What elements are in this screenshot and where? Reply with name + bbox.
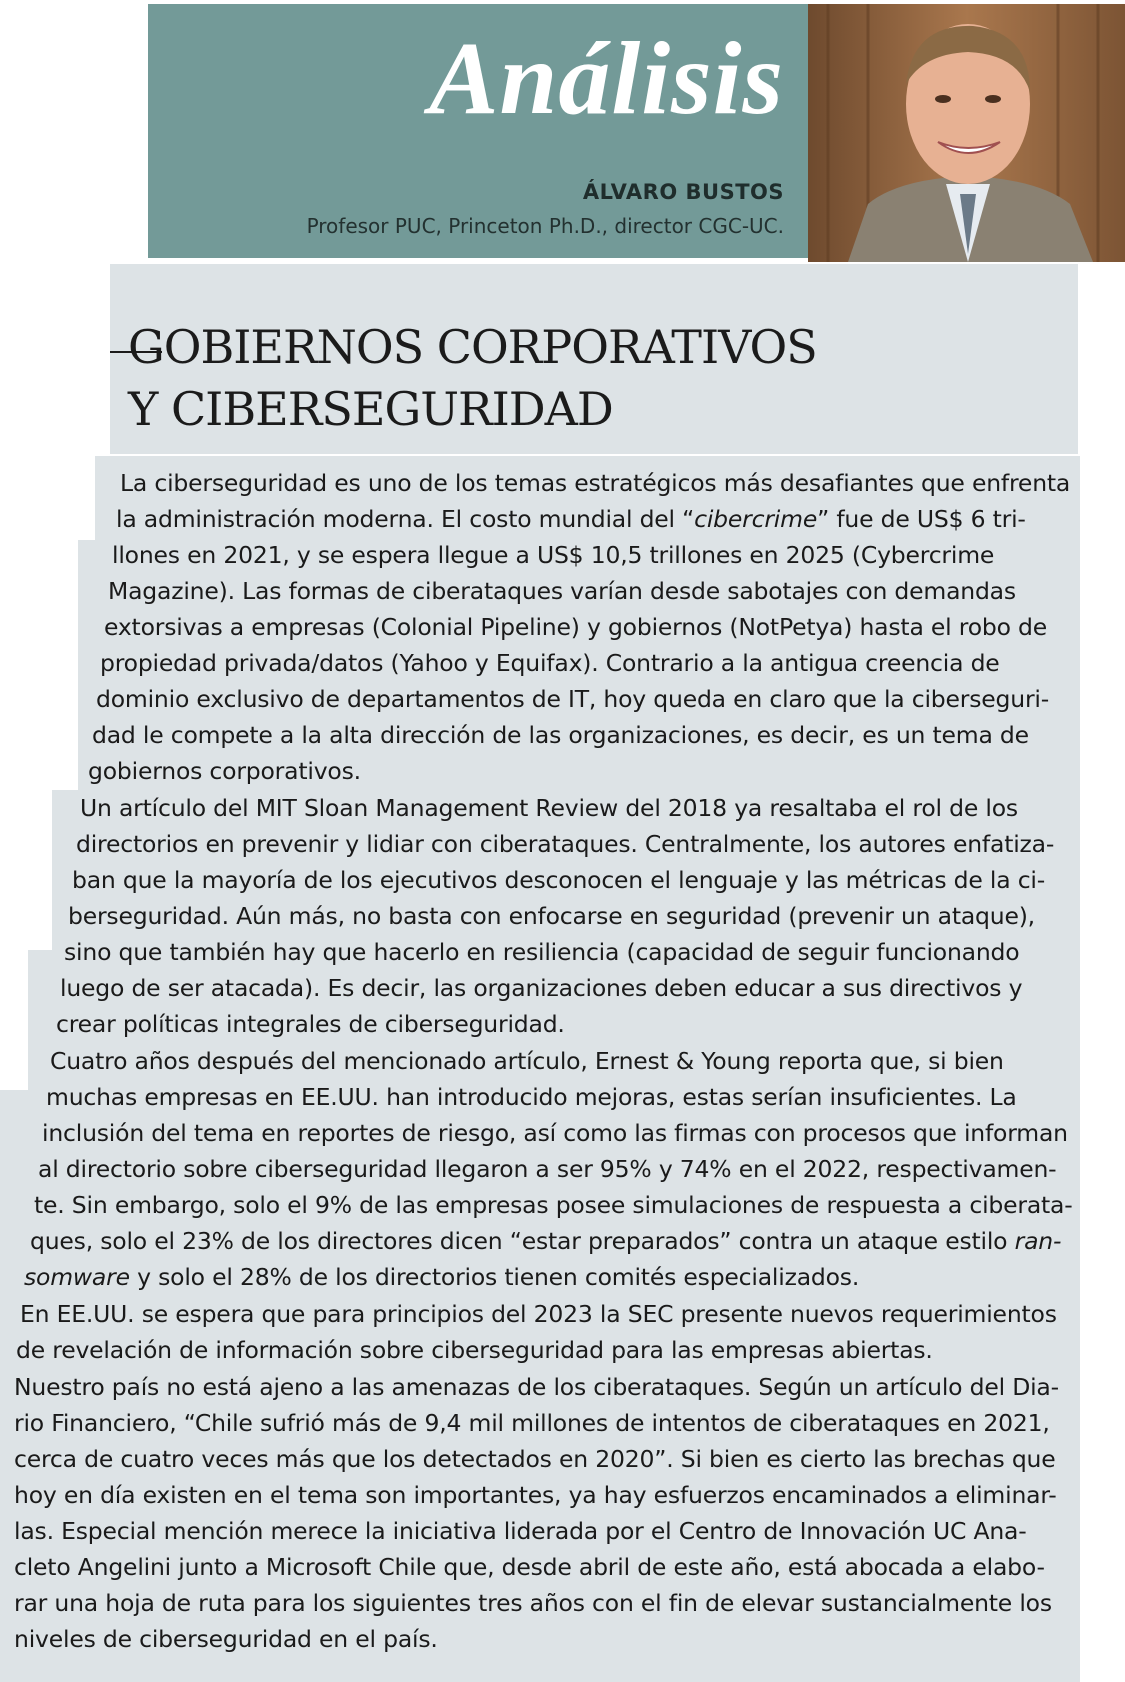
body-line: las. Especial mención merece la iniciativa liderada por el Centro de Innovación UC Ana- [14,1517,1027,1545]
author-photo [808,4,1125,262]
author-portrait-image [808,4,1125,262]
body-line: ques, solo el 23% de los directores dicen “estar preparados” contra un ataque estilo ran- [30,1227,1062,1255]
body-line: extorsivas a empresas (Colonial Pipeline) y gobiernos (NotPetya) hasta el robo de [104,613,1048,641]
body-line: rio Financiero, “Chile sufrió más de 9,4 mil millones de intentos de ciberataques en 2021, [14,1409,1050,1437]
body-line: luego de ser atacada). Es decir, las organizaciones deben educar a sus directivos y [60,974,1023,1002]
body-line: dominio exclusivo de departamentos de IT, hoy queda en claro que la ciberseguri- [96,685,1050,713]
body-line: cleto Angelini junto a Microsoft Chile que, desde abril de este año, está abocada a elabo- [14,1553,1045,1581]
body-line: de revelación de información sobre ciberseguridad para las empresas abiertas. [16,1336,933,1364]
body-line: la administración moderna. El costo mundial del “cibercrime” fue de US$ 6 tri- [116,505,1026,533]
body-line: somware y solo el 28% de los directorios tienen comités especializados. [24,1263,860,1291]
article-headline [128,316,817,440]
body-line: al directorio sobre ciberseguridad llegaron a ser 95% y 74% en el 2022, respectivamen- [38,1155,1057,1183]
author-name: ÁLVARO BUSTOS [582,180,784,204]
body-line: directorios en prevenir y lidiar con ciberataques. Centralmente, los autores enfatiza- [76,830,1055,858]
body-line: te. Sin embargo, solo el 9% de las empresas posee simulaciones de respuesta a ciberata- [34,1191,1073,1219]
body-line: hoy en día existen en el tema son importantes, ya hay esfuerzos encaminados a eliminar- [14,1481,1057,1509]
body-line: dad le compete a la alta dirección de las organizaciones, es decir, es un tema de [92,721,1029,749]
body-line: Magazine). Las formas de ciberataques varían desde sabotajes con demandas [108,577,1016,605]
body-line: berseguridad. Aún más, no basta con enfocarse en seguridad (prevenir un ataque), [68,902,1035,930]
body-line: Nuestro país no está ajeno a las amenazas de los ciberataques. Según un artículo del Dia- [14,1373,1059,1401]
body-line: propiedad privada/datos (Yahoo y Equifax). Contrario a la antigua creencia de [100,649,1000,677]
body-line: rar una hoja de ruta para los siguientes tres años con el fin de elevar sustancialmente los [14,1589,1052,1617]
body-line: En EE.UU. se espera que para principios del 2023 la SEC presente nuevos requerimientos [20,1300,1057,1328]
headline-line-1: GOBIERNOS CORPORATIVOS [128,320,817,374]
body-line: gobiernos corporativos. [88,757,361,785]
body-line: llones en 2021, y se espera llegue a US$ 10,5 trillones en 2025 (Cybercrime [112,541,995,569]
body-line: muchas empresas en EE.UU. han introducido mejoras, estas serían insuficientes. La [46,1083,1017,1111]
body-line: Cuatro años después del mencionado artículo, Ernest & Young reporta que, si bien [50,1047,1004,1075]
body-line: ban que la mayoría de los ejecutivos desconocen el lenguaje y las métricas de la ci- [72,866,1046,894]
body-line: cerca de cuatro veces más que los detectados en 2020”. Si bien es cierto las brechas que [14,1445,1056,1473]
headline-line-2: Y CIBERSEGURIDAD [128,382,613,436]
body-line: La ciberseguridad es uno de los temas estratégicos más desafiantes que enfrenta [120,469,1071,497]
section-title: Análisis [429,21,784,136]
body-line: sino que también hay que hacerlo en resiliencia (capacidad de seguir funcionando [64,938,1020,966]
body-line: Un artículo del MIT Sloan Management Review del 2018 ya resaltaba el rol de los [80,794,1018,822]
body-line: niveles de ciberseguridad en el país. [14,1625,438,1653]
body-line: crear políticas integrales de ciberseguridad. [56,1010,565,1038]
header-band [148,4,808,258]
author-title: Profesor PUC, Princeton Ph.D., director CGC-UC. [306,214,784,238]
body-line: inclusión del tema en reportes de riesgo, así como las firmas con procesos que informan [42,1119,1068,1147]
